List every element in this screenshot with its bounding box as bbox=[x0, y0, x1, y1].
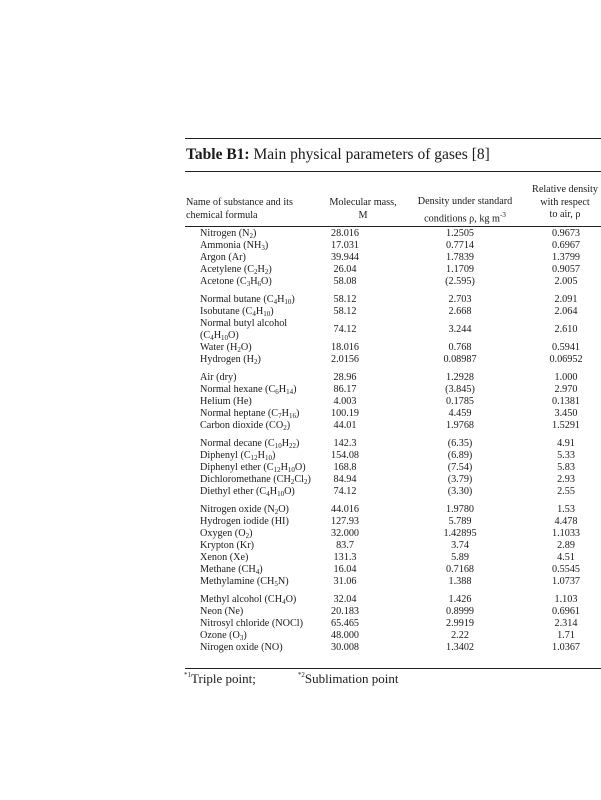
relative-density: 1.71 bbox=[557, 630, 575, 641]
density-value: 0.7168 bbox=[445, 564, 474, 575]
relative-density: 0.9673 bbox=[551, 228, 580, 239]
relative-density: 2.55 bbox=[557, 486, 575, 497]
density-value: 0.08987 bbox=[443, 354, 477, 365]
density-value: 1.2928 bbox=[445, 372, 474, 383]
header-density bbox=[410, 196, 520, 225]
molecular-mass: 4.003 bbox=[333, 396, 357, 407]
header-rel-line3: to air, ρ bbox=[549, 209, 581, 220]
substance-name: Normal hexane $(C_6H_{14})$ bbox=[200, 384, 297, 396]
molecular-mass: 28.016 bbox=[330, 228, 359, 239]
table-row bbox=[0, 528, 601, 540]
density-value: 1.426 bbox=[448, 594, 472, 605]
relative-density: 0.6961 bbox=[551, 606, 580, 617]
substance-name: Normal butane $(C_4H_{10})$ bbox=[200, 294, 295, 306]
molecular-mass: 44.016 bbox=[330, 504, 359, 515]
molecular-mass: 39.944 bbox=[330, 252, 359, 263]
relative-density: 1.103 bbox=[554, 594, 578, 605]
density-value: 3.74 bbox=[451, 540, 469, 551]
header-name bbox=[186, 197, 293, 222]
substance-name: Methylamine $(CH_5N)$ bbox=[200, 576, 289, 588]
density-value: 3.244 bbox=[448, 324, 472, 335]
substance-name: Argon (Ar) bbox=[200, 252, 246, 263]
table-row bbox=[0, 396, 601, 408]
footnote-mark-1: *1 bbox=[184, 671, 191, 679]
header-density-line2: conditions ρ, kg $m^{-3}$ bbox=[424, 210, 506, 224]
substance-name: Isobutane $(C_4H_{10})$ bbox=[200, 306, 274, 318]
density-value: (6.35) bbox=[447, 438, 473, 449]
table-row bbox=[0, 342, 601, 354]
table-row bbox=[0, 306, 601, 318]
substance-name: Helium (He) bbox=[200, 396, 252, 407]
table-row bbox=[0, 486, 601, 498]
footnote-mark-2: *2 bbox=[297, 671, 305, 679]
substance-name: Nitrogen $(N_2)$ bbox=[200, 228, 257, 240]
table-row bbox=[0, 504, 601, 516]
substance-name: Normal butyl alcohol $(C_4H_{10}O)$ bbox=[200, 318, 288, 342]
header-name-line2: chemical formula bbox=[186, 209, 258, 221]
top-rule bbox=[185, 138, 601, 139]
footnote-text-1: Triple point; bbox=[191, 671, 256, 686]
density-value: 1.9768 bbox=[445, 420, 474, 431]
density-value: 5.89 bbox=[451, 552, 469, 563]
table-row bbox=[0, 276, 601, 288]
relative-density: 1.53 bbox=[557, 504, 575, 515]
molecular-mass: 84.94 bbox=[333, 474, 357, 485]
table-row bbox=[0, 630, 601, 642]
relative-density: 1.1033 bbox=[551, 528, 580, 539]
substance-name: Nitrogen oxide $(N_2O)$ bbox=[200, 504, 289, 516]
relative-density: 5.33 bbox=[557, 450, 575, 461]
header-density-line1: Density under standard bbox=[417, 196, 513, 207]
molecular-mass: 86.17 bbox=[333, 384, 357, 395]
substance-name: Carbon dioxide $(CO_2)$ bbox=[200, 420, 291, 432]
molecular-mass: 18.016 bbox=[330, 342, 359, 353]
molecular-mass: 26.04 bbox=[333, 264, 357, 275]
table-title-text: Main physical parameters of gases [8] bbox=[249, 146, 490, 163]
relative-density: 2.091 bbox=[554, 294, 578, 305]
table-row bbox=[0, 516, 601, 528]
table-row bbox=[0, 318, 601, 342]
substance-name: Diethyl ether $(C_4H_{10}O)$ bbox=[200, 486, 295, 498]
relative-density: 1.0737 bbox=[551, 576, 580, 587]
molecular-mass: 2.0156 bbox=[330, 354, 359, 365]
header-rule bbox=[185, 226, 601, 227]
molecular-mass: 74.12 bbox=[333, 324, 357, 335]
density-value: 4.459 bbox=[448, 408, 472, 419]
header-mass-line2: M bbox=[358, 209, 368, 221]
substance-name: Krypton (Kr) bbox=[200, 540, 255, 551]
relative-density: 2.89 bbox=[557, 540, 575, 551]
density-value: 5.789 bbox=[448, 516, 472, 527]
relative-density: 3.450 bbox=[554, 408, 578, 419]
table-row bbox=[0, 618, 601, 630]
relative-density: 0.5545 bbox=[551, 564, 580, 575]
table-row bbox=[0, 642, 601, 654]
table-row bbox=[0, 408, 601, 420]
table-row bbox=[0, 576, 601, 588]
table-row bbox=[0, 228, 601, 240]
molecular-mass: 74.12 bbox=[333, 486, 357, 497]
substance-name: Normal heptane $(C_7H_{16})$ bbox=[200, 408, 300, 420]
table-row bbox=[0, 564, 601, 576]
substance-name: Ozone $(O_3)$ bbox=[200, 630, 247, 642]
relative-density: 1.000 bbox=[554, 372, 578, 383]
substance-name: Nirogen oxide (NO) bbox=[200, 642, 283, 653]
substance-name: Neon (Ne) bbox=[200, 606, 244, 617]
table-row bbox=[0, 294, 601, 306]
molecular-mass: 131.3 bbox=[333, 552, 357, 563]
table-row bbox=[0, 420, 601, 432]
density-value: 0.7714 bbox=[445, 240, 474, 251]
relative-density: 0.6967 bbox=[551, 240, 580, 251]
header-rel-line1: Relative density bbox=[532, 184, 598, 195]
substance-name: Methyl alcohol $(CH_4O)$ bbox=[200, 594, 297, 606]
density-value: 2.9919 bbox=[445, 618, 474, 629]
substance-name: Acetone $(C_3H_6O)$ bbox=[200, 276, 272, 288]
relative-density: 0.9057 bbox=[551, 264, 580, 275]
relative-density: 4.91 bbox=[557, 438, 575, 449]
footnote-text-2: Sublimation point bbox=[304, 671, 399, 686]
relative-density: 0.06952 bbox=[549, 354, 583, 365]
density-value: (7.54) bbox=[447, 462, 473, 473]
relative-density: 1.0367 bbox=[551, 642, 580, 653]
table-title bbox=[186, 146, 490, 164]
header-mass-line1: Molecular mass, bbox=[329, 197, 397, 208]
table-row bbox=[0, 594, 601, 606]
table-row bbox=[0, 606, 601, 618]
header-name-line1: Name of substance and its bbox=[186, 197, 293, 208]
relative-density: 2.93 bbox=[557, 474, 575, 485]
relative-density: 2.610 bbox=[554, 324, 578, 335]
molecular-mass: 100.19 bbox=[330, 408, 359, 419]
relative-density: 1.5291 bbox=[551, 420, 580, 431]
header-mass bbox=[316, 197, 410, 222]
relative-density: 0.5941 bbox=[551, 342, 580, 353]
density-value: 1.3402 bbox=[445, 642, 474, 653]
substance-name: Water $(H_2O)$ bbox=[200, 342, 252, 354]
density-value: 2.22 bbox=[451, 630, 469, 641]
substance-name: Diphenyl ether $(C_{12}H_{10}O)$ bbox=[200, 462, 306, 474]
molecular-mass: 58.08 bbox=[333, 276, 357, 287]
molecular-mass: 20.183 bbox=[330, 606, 359, 617]
table-row bbox=[0, 252, 601, 264]
density-value: 2.703 bbox=[448, 294, 472, 305]
density-value: 0.8999 bbox=[445, 606, 474, 617]
molecular-mass: 44.01 bbox=[333, 420, 357, 431]
density-value: (2.595) bbox=[445, 276, 475, 287]
density-value: 1.2505 bbox=[445, 228, 474, 239]
relative-density: 4.478 bbox=[554, 516, 578, 527]
table-row bbox=[0, 462, 601, 474]
substance-name: Methane $(CH_4)$ bbox=[200, 564, 263, 576]
title-rule bbox=[185, 171, 601, 172]
density-value: 1.9780 bbox=[445, 504, 474, 515]
molecular-mass: 32.000 bbox=[330, 528, 359, 539]
relative-density: 1.3799 bbox=[551, 252, 580, 263]
molecular-mass: 127.93 bbox=[330, 516, 359, 527]
substance-name: Ammonia $(NH_3)$ bbox=[200, 240, 269, 252]
table-row bbox=[0, 354, 601, 366]
density-value: (3.30) bbox=[447, 486, 473, 497]
table-row bbox=[0, 438, 601, 450]
density-value: (6.89) bbox=[447, 450, 473, 461]
molecular-mass: 65.465 bbox=[330, 618, 359, 629]
relative-density: 0.1381 bbox=[551, 396, 580, 407]
header-relative bbox=[520, 184, 601, 222]
density-value: 1.7839 bbox=[445, 252, 474, 263]
relative-density: 2.064 bbox=[554, 306, 578, 317]
substance-name: Oxygen $(O_2)$ bbox=[200, 528, 253, 540]
relative-density: 2.314 bbox=[554, 618, 578, 629]
molecular-mass: 32.04 bbox=[333, 594, 357, 605]
relative-density: 2.970 bbox=[554, 384, 578, 395]
molecular-mass: 58.12 bbox=[333, 306, 357, 317]
density-value: (3.845) bbox=[445, 384, 475, 395]
table-row bbox=[0, 372, 601, 384]
header-rel-line2: with respect bbox=[540, 196, 590, 208]
substance-name: Acetylene $(C_2H_2)$ bbox=[200, 264, 272, 276]
molecular-mass: 48.000 bbox=[330, 630, 359, 641]
table-row bbox=[0, 240, 601, 252]
substance-name: Xenon (Xe) bbox=[200, 552, 249, 563]
substance-name: Dichloromethane $(CH_2Cl_2)$ bbox=[200, 474, 311, 486]
molecular-mass: 28.96 bbox=[333, 372, 357, 383]
relative-density: 5.83 bbox=[557, 462, 575, 473]
density-value: (3.79) bbox=[447, 474, 473, 485]
substance-name: Nitrosyl chloride (NOCl) bbox=[200, 618, 303, 629]
density-value: 1.42895 bbox=[443, 528, 477, 539]
table-row bbox=[0, 474, 601, 486]
table-row bbox=[0, 264, 601, 276]
footnote bbox=[184, 671, 398, 687]
bottom-rule bbox=[185, 668, 601, 669]
substance-name: Hydrogen iodide (HI) bbox=[200, 516, 289, 527]
table-row bbox=[0, 540, 601, 552]
molecular-mass: 142.3 bbox=[333, 438, 357, 449]
substance-name: Normal decane $(C_{10}H_{22})$ bbox=[200, 438, 300, 450]
table-title-label: Table B1: bbox=[186, 146, 250, 163]
molecular-mass: 17.031 bbox=[330, 240, 359, 251]
table-row bbox=[0, 384, 601, 396]
substance-name: Hydrogen $(H_2)$ bbox=[200, 354, 261, 366]
density-value: 0.768 bbox=[448, 342, 472, 353]
substance-name: Air (dry) bbox=[200, 372, 237, 383]
molecular-mass: 168.8 bbox=[333, 462, 357, 473]
relative-density: 4.51 bbox=[557, 552, 575, 563]
relative-density: 2.005 bbox=[554, 276, 578, 287]
density-value: 0.1785 bbox=[445, 396, 474, 407]
density-value: 1.1709 bbox=[445, 264, 474, 275]
table-row bbox=[0, 450, 601, 462]
molecular-mass: 83.7 bbox=[336, 540, 354, 551]
molecular-mass: 58.12 bbox=[333, 294, 357, 305]
molecular-mass: 16.04 bbox=[333, 564, 357, 575]
density-value: 2.668 bbox=[448, 306, 472, 317]
molecular-mass: 154.08 bbox=[330, 450, 359, 461]
molecular-mass: 31.06 bbox=[333, 576, 357, 587]
molecular-mass: 30.008 bbox=[330, 642, 359, 653]
substance-name: Diphenyl $(C_{12}H_{10})$ bbox=[200, 450, 276, 462]
density-value: 1.388 bbox=[448, 576, 472, 587]
table-row bbox=[0, 552, 601, 564]
